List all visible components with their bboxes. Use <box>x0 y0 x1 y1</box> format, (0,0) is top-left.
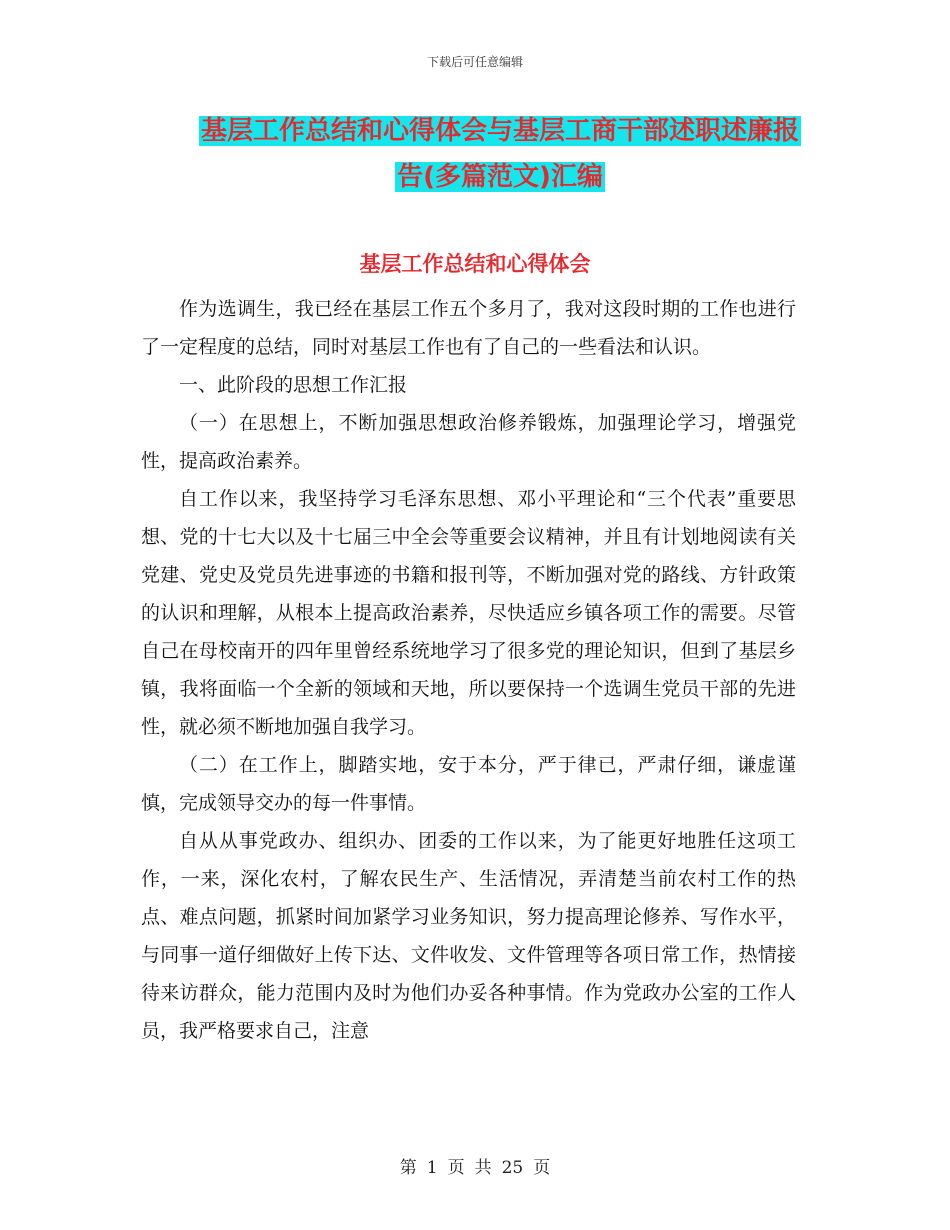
footer-suffix: 页 <box>533 1158 551 1178</box>
section-title: 基层工作总结和心得体会 <box>359 252 591 276</box>
title-line-2-text: 告(多篇范文)汇编 <box>397 162 603 192</box>
footer-page-unit: 页 <box>447 1158 465 1178</box>
footer-prefix: 第 <box>399 1158 417 1178</box>
title-line-1 <box>150 108 850 154</box>
document-title <box>150 108 850 200</box>
paragraph-study: 自工作以来，我坚持学习毛泽东思想、邓小平理论和“三个代表”重要思想、党的十七大以及十七届三中全会等重要会议精神，并且有计划地阅读有关党建、党史及党员先进事迹的书籍和报刊等，不断加强对党的路线、方针政策的认识和理解，从根本上提高政治素养，尽快适应乡镇各项工作的需要。尽管自己在母校南开的四年里曾经系统地学习了很多党的理论知识，但到了基层乡镇，我将面临一个全新的领域和天地，所以要保持一个选调生党员干部的先进性，就必须不断地加强自我学习。 <box>141 488 796 738</box>
paragraph-intro: 作为选调生，我已经在基层工作五个多月了，我对这段时期的工作也进行了一定程度的总结，同时对基层工作也有了自己的一些看法和认识。 <box>141 298 796 358</box>
footer-total-pages: 25 <box>501 1158 524 1178</box>
title-line-1-text: 基层工作总结和心得体会与基层工商干部述职述廉报 <box>200 116 799 146</box>
heading-part-one: 一、此阶段的思想工作汇报 <box>179 374 408 396</box>
subheading-work: （二）在工作上，脚踏实地，安于本分，严于律已，严肃仔细，谦虚谨慎，完成领导交办的每一件事情。 <box>141 754 796 814</box>
header-note: 下载后可任意编辑 <box>426 55 523 69</box>
page-footer <box>0 1153 950 1178</box>
footer-page-number: 1 <box>426 1158 438 1178</box>
document-body <box>141 290 796 1050</box>
paragraph-work: 自从从事党政办、组织办、团委的工作以来，为了能更好地胜任这项工作，一来，深化农村，了解农民生产、生活情况，弄清楚当前农村工作的热点、难点问题，抓紧时间加紧学习业务知识，努力提高理论修养、写作水平，与同事一道仔细做好上传下达、文件收发、文件管理等各项日常工作，热情接待来访群众，能力范围内及时为他们办妥各种事情。作为党政办公室的工作人员，我严格要求自己，注意 <box>141 830 796 1042</box>
title-line-2 <box>150 154 850 200</box>
subheading-ideology: （一）在思想上，不断加强思想政治修养锻炼，加强理论学习，增强党性，提高政治素养。 <box>141 412 796 472</box>
footer-total-label: 共 <box>474 1158 492 1178</box>
